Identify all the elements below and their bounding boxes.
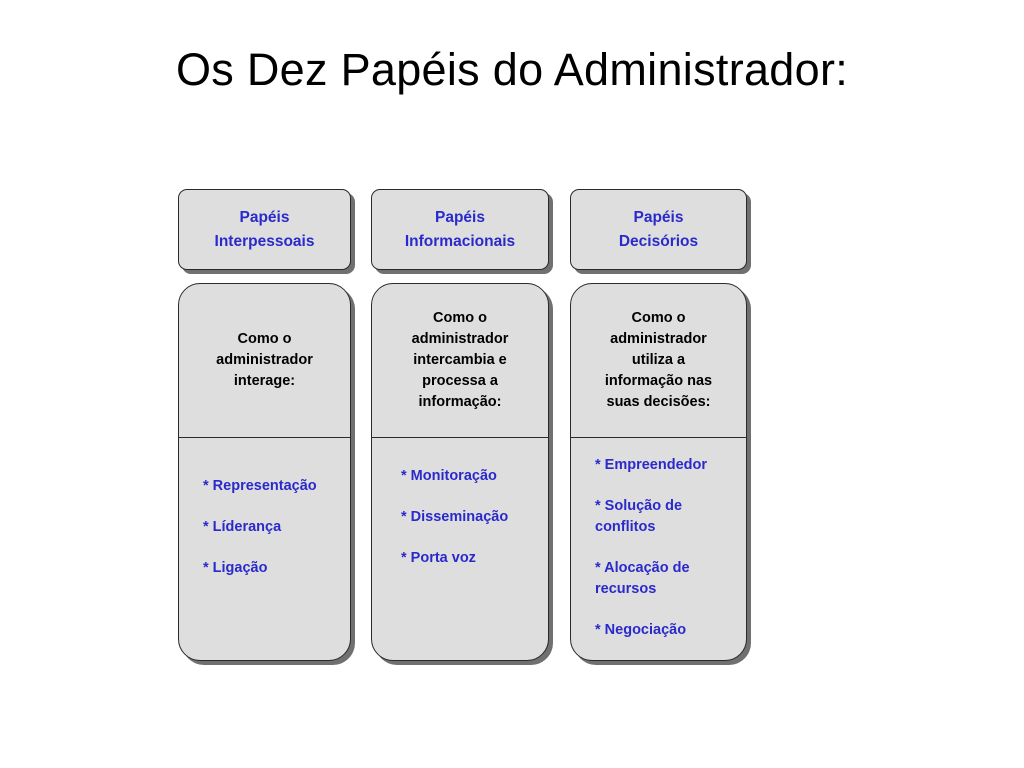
role-item: * Ligação [203, 560, 268, 576]
body-box-interpersonal [178, 283, 351, 661]
body-box-decisional [570, 283, 747, 661]
role-item: * Monitoração [401, 468, 497, 484]
header-box-informational [371, 189, 549, 270]
description-section-interpersonal [179, 284, 350, 438]
role-list-interpersonal [179, 476, 350, 579]
header-label-informational: Papéis Informacionais [404, 208, 516, 250]
role-item: * Porta voz [401, 550, 476, 566]
slide-title: Os Dez Papéis do Administrador: [175, 44, 849, 95]
description-section-decisional [571, 284, 746, 438]
role-item: * Alocação de recursos [595, 560, 690, 597]
role-list-decisional [571, 455, 746, 641]
description-interpersonal: Como o administrador interage: [216, 331, 313, 389]
description-section-informational [372, 284, 548, 438]
description-decisional: Como o administrador utiliza a informação nas suas decisões: [604, 310, 713, 410]
role-item: * Solução de conflitos [595, 498, 683, 535]
body-box-informational [371, 283, 549, 661]
role-item: * Negociação [595, 622, 687, 638]
role-list-informational [372, 466, 548, 569]
role-item: * Representação [203, 478, 317, 494]
role-item: * Líderança [203, 519, 282, 535]
role-item: * Disseminação [401, 509, 509, 525]
header-label-interpersonal: Papéis Interpessoais [214, 208, 315, 250]
header-box-decisional [570, 189, 747, 270]
header-box-interpersonal [178, 189, 351, 270]
header-label-decisional: Papéis Decisórios [618, 208, 699, 250]
description-informational: Como o administrador intercambia e processa a informação: [411, 310, 509, 410]
role-item: * Empreendedor [595, 457, 707, 473]
